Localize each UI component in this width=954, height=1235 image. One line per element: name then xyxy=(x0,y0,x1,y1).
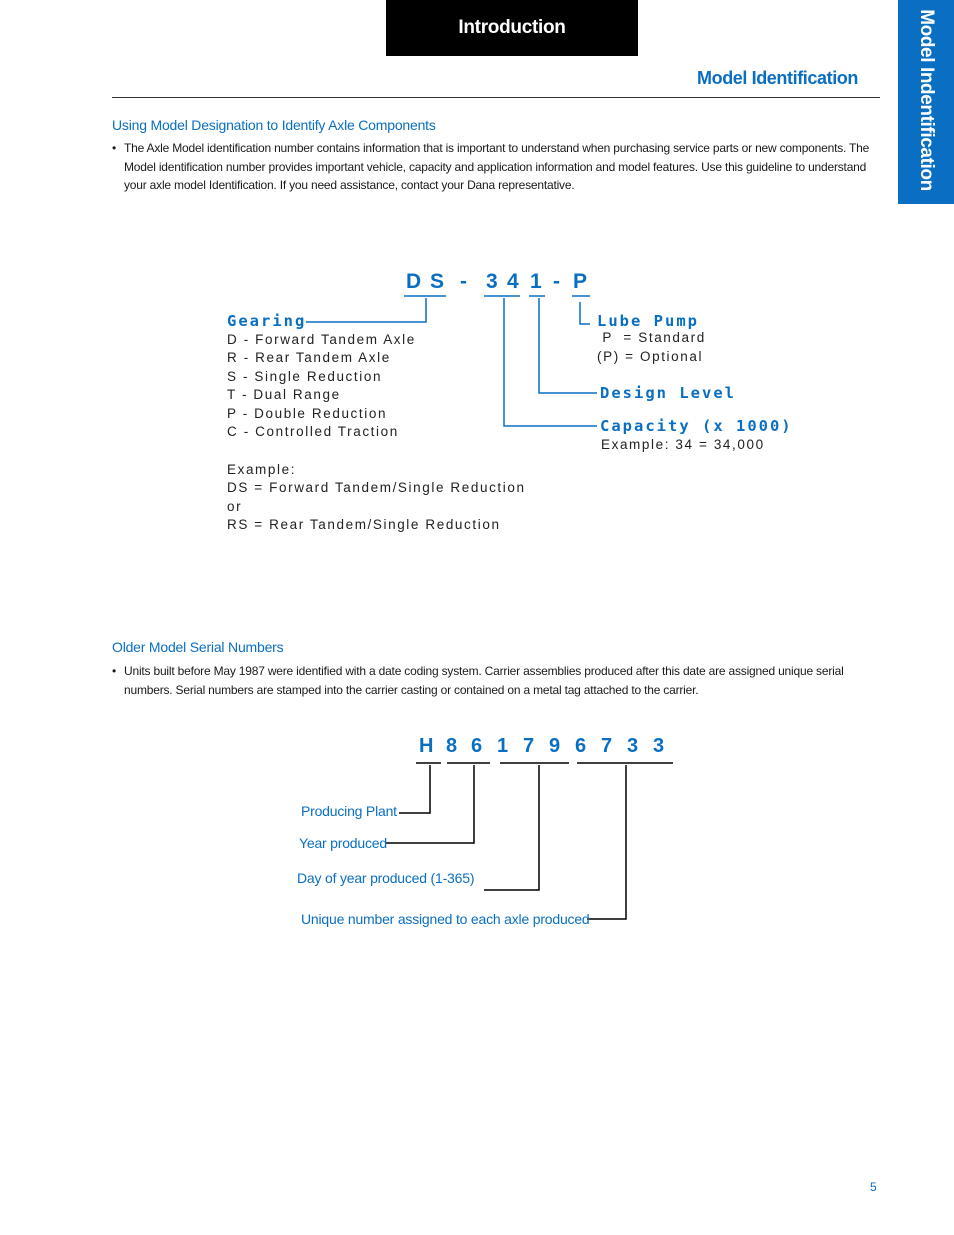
serial-label-year: Year produced xyxy=(299,835,387,851)
serial-char: 6 xyxy=(471,735,483,757)
model-char: 3 xyxy=(486,270,498,293)
model-char: 1 xyxy=(530,270,542,293)
lube-pump-line: P = Standard xyxy=(597,330,706,345)
gearing-item: T - Dual Range xyxy=(227,387,341,402)
design-level-title: Design Level xyxy=(600,384,736,402)
bullet-icon: • xyxy=(112,664,117,678)
serial-label-unique: Unique number assigned to each axle produced xyxy=(301,911,590,927)
serial-char: 9 xyxy=(549,735,561,757)
serial-char: 3 xyxy=(653,735,665,757)
capacity-example: Example: 34 = 34,000 xyxy=(601,437,765,452)
model-char: P xyxy=(573,270,588,293)
gearing-example-line: DS = Forward Tandem/Single Reduction xyxy=(227,480,526,495)
lube-pump-line: (P) = Optional xyxy=(597,349,704,364)
model-char: D xyxy=(406,270,422,293)
serial-char: 3 xyxy=(627,735,639,757)
side-tab-label: Model Indentification xyxy=(916,9,937,191)
section-heading-model-designation: Using Model Designation to Identify Axle Components xyxy=(112,117,436,133)
page-title: Model Identification xyxy=(697,68,858,88)
serial-char: 7 xyxy=(601,735,613,757)
section-heading-serial-numbers: Older Model Serial Numbers xyxy=(112,639,284,655)
lube-pump-title: Lube Pump xyxy=(597,312,699,330)
serial-char: 7 xyxy=(523,735,535,757)
gearing-item: C - Controlled Traction xyxy=(227,424,399,439)
gearing-example-label: Example: xyxy=(227,462,297,477)
gearing-example-line: or xyxy=(227,499,243,514)
bullet-paragraph-serial xyxy=(112,662,872,699)
serial-char: H xyxy=(419,735,434,757)
bullet-text: Units built before May 1987 were identified with a date coding system. Carrier assemblies produced after this date are assigned unique serial numbers. Serial numbers are stamped into the carrier casting or contained on a metal tag attached to the carrier. xyxy=(124,664,844,697)
model-char: 4 xyxy=(507,270,519,293)
bullet-icon: • xyxy=(112,141,117,155)
tab-introduction-label: Introduction xyxy=(458,17,566,38)
model-char: S xyxy=(430,270,445,293)
gearing-item: R - Rear Tandem Axle xyxy=(227,350,391,365)
serial-label-day: Day of year produced (1-365) xyxy=(297,870,475,886)
bullet-text: The Axle Model identification number contains information that is important to understand when purchasing service parts or new components. The Model identification number provides important vehicle, capacity and application information and model features. Use this guideline to understand your axle model Identification. If you need assistance, contact your Dana representative. xyxy=(124,141,870,192)
model-char: - xyxy=(553,270,560,293)
serial-label-plant: Producing Plant xyxy=(301,803,397,819)
gearing-example-line: RS = Rear Tandem/Single Reduction xyxy=(227,517,501,532)
gearing-item: S - Single Reduction xyxy=(227,369,383,384)
gearing-item: P - Double Reduction xyxy=(227,406,388,421)
gearing-title: Gearing xyxy=(227,312,307,330)
model-char: - xyxy=(460,270,467,293)
page-number: 5 xyxy=(870,1180,877,1194)
serial-char: 1 xyxy=(497,735,509,757)
capacity-title: Capacity (x 1000) xyxy=(600,417,793,435)
gearing-item: D - Forward Tandem Axle xyxy=(227,332,416,347)
serial-char: 8 xyxy=(446,735,458,757)
serial-char: 6 xyxy=(575,735,587,757)
